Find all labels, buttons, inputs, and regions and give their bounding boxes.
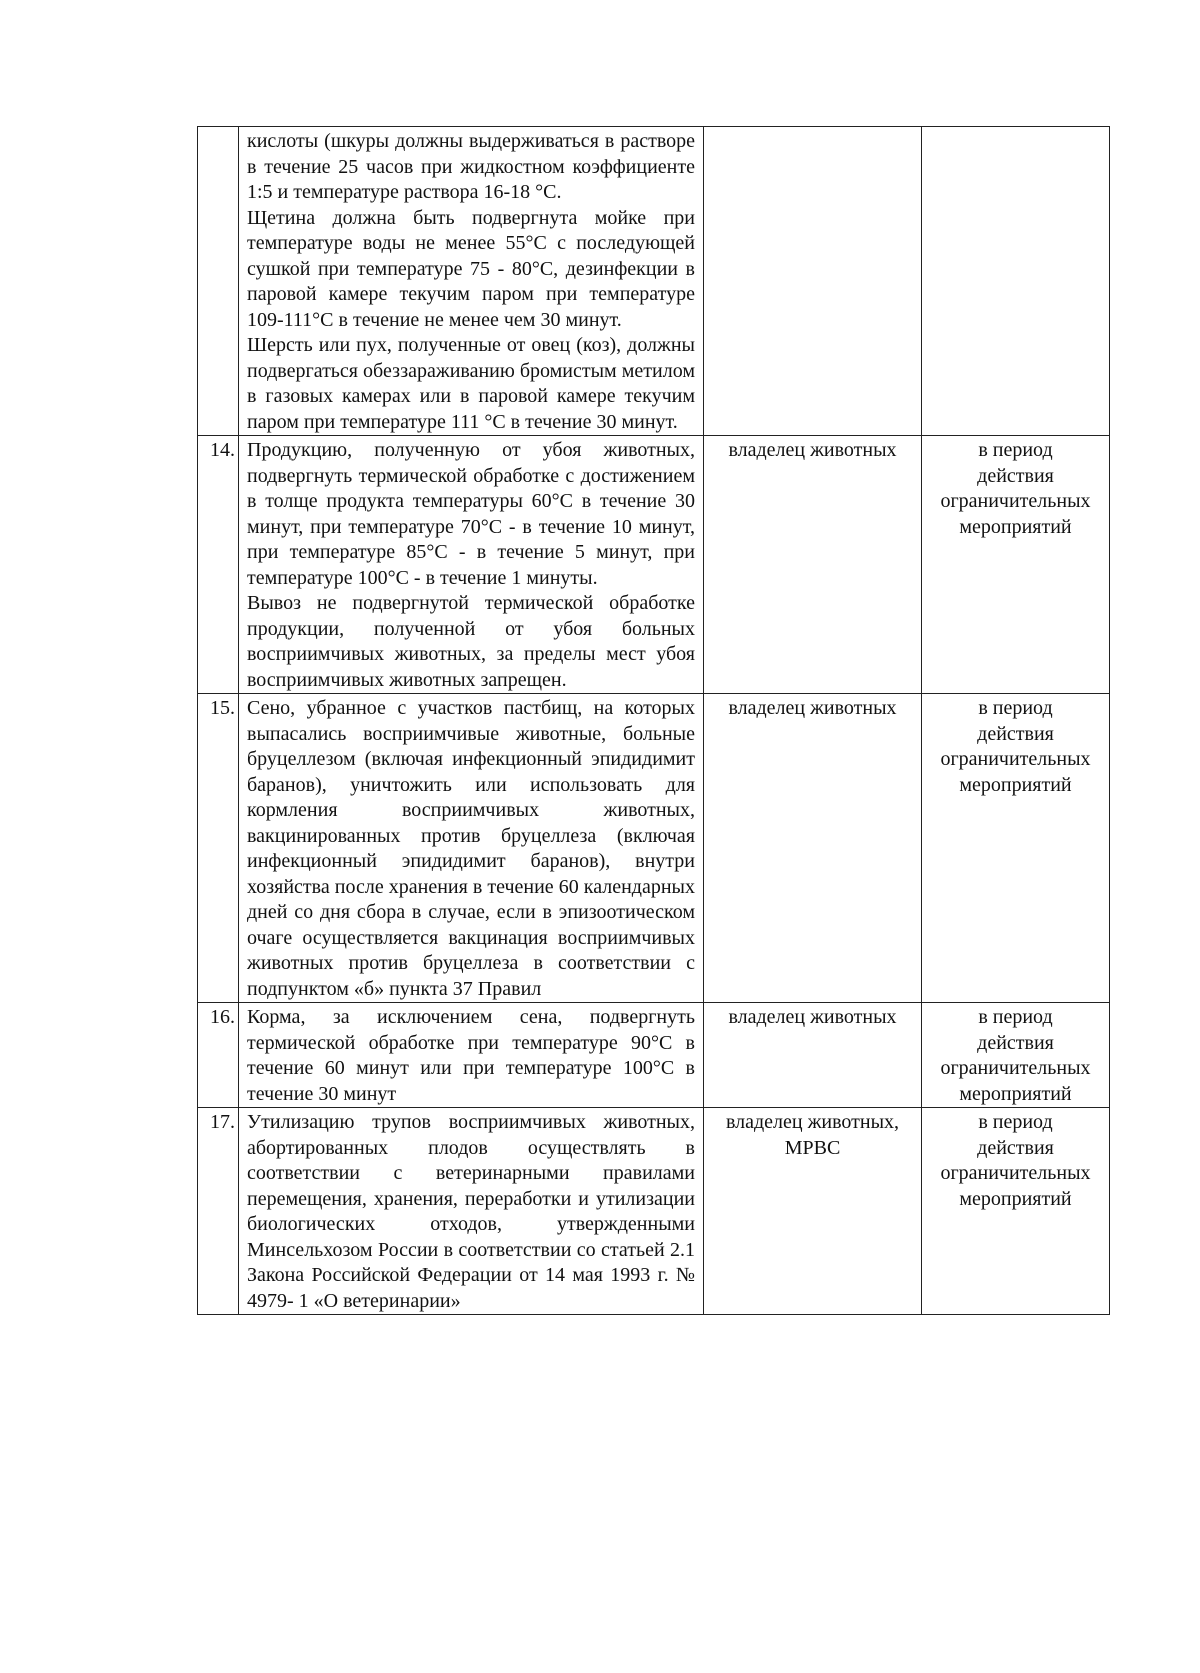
row-number: 16. bbox=[198, 1003, 239, 1108]
measure-paragraph: Продукцию, полученную от убоя животных, подвергнуть термической обработке с достижением в толще продукта температуры 60°С в течение 30 минут, при температуре 70°С - в течение 10 минут, при температуре 85°С - в течение 5 минут, при температуре 100°С - в течение 1 минуты. bbox=[247, 439, 695, 589]
measure-paragraph: Вывоз не подвергнутой термической обработке продукции, полученной от убоя больных восприимчивых животных, за пределы мест убоя восприимчивых животных запрещен. bbox=[247, 592, 695, 691]
measure-paragraph: Шерсть или пух, полученные от овец (коз), должны подвергаться обеззараживанию бромистым метилом в газовых камерах или в паровой камере текучим паром при температуре 111 °С в течение 30 минут. bbox=[247, 334, 695, 433]
table-row bbox=[198, 127, 1110, 436]
deadline-line: ограничительных bbox=[940, 1162, 1091, 1184]
responsible-cell bbox=[704, 1108, 922, 1315]
deadline-line: ограничительных bbox=[940, 1057, 1091, 1079]
deadline-line: действия bbox=[977, 464, 1054, 487]
responsible-cell bbox=[704, 127, 922, 436]
responsible-cell bbox=[704, 436, 922, 694]
measure-paragraph: Корма, за исключением сена, подвергнуть термической обработке при температуре 90°С в течение 60 минут или при температуре 100°С в течение 30 минут bbox=[247, 1006, 695, 1105]
responsible-line: владелец животных, bbox=[725, 1111, 900, 1133]
deadline-line: действия bbox=[977, 1136, 1054, 1159]
measure-text bbox=[239, 1003, 704, 1108]
measure-paragraph: Щетина должна быть подвергнута мойке при температуре воды не менее 55°С с последующей сушкой при температуре 75 - 80°С, дезинфекции в паровой камере текучим паром при температуре 109-111°С в течение не менее чем 30 минут. bbox=[247, 206, 695, 331]
responsible-line: владелец животных bbox=[728, 1006, 897, 1028]
responsible-cell bbox=[704, 694, 922, 1003]
table-row bbox=[198, 436, 1110, 694]
deadline-cell bbox=[922, 1003, 1110, 1108]
table-row bbox=[198, 1003, 1110, 1108]
deadline-line: мероприятий bbox=[959, 1187, 1072, 1210]
deadline-cell bbox=[922, 694, 1110, 1003]
row-number: 15. bbox=[198, 694, 239, 1003]
deadline-cell bbox=[922, 1108, 1110, 1315]
measure-text bbox=[239, 694, 704, 1003]
measure-paragraph: Утилизацию трупов восприимчивых животных, абортированных плодов осуществлять в соответствии с ветеринарными правилами перемещения, хранения, переработки и утилизации биологических отходов, утвержденными Минсельхозом России в соответствии со статьей 2.1 Закона Российской Федерации от 14 мая 1993 г. № 4979- 1 «О ветеринарии» bbox=[247, 1111, 695, 1312]
table-row bbox=[198, 694, 1110, 1003]
deadline-line: в период bbox=[978, 439, 1053, 461]
measure-text bbox=[239, 1108, 704, 1315]
measure-paragraph: Сено, убранное с участков пастбищ, на которых выпасались восприимчивые животные, больные бруцеллезом (включая инфекционный эпидидимит баранов), уничтожить или использовать для кормления восприимчивых животных, вакцинированных против бруцеллеза (включая инфекционный эпидидимит баранов), внутри хозяйства после хранения в течение 60 календарных дней со дня сбора в случае, если в эпизоотическом очаге осуществляется вакцинация восприимчивых животных против бруцеллеза в соответствии с подпунктом «б» пункта 37 Правил bbox=[247, 697, 695, 1000]
deadline-line: в период bbox=[978, 697, 1053, 719]
deadline-cell bbox=[922, 127, 1110, 436]
row-number: 17. bbox=[198, 1108, 239, 1315]
measure-paragraph: кислоты (шкуры должны выдерживаться в растворе в течение 25 часов при жидкостном коэффициенте 1:5 и температуре раствора 16-18 °С. bbox=[247, 130, 695, 203]
deadline-line: действия bbox=[977, 1031, 1054, 1054]
deadline-line: ограничительных bbox=[940, 748, 1091, 770]
deadline-line: мероприятий bbox=[959, 773, 1072, 796]
deadline-line: в период bbox=[978, 1006, 1053, 1028]
table-row bbox=[198, 1108, 1110, 1315]
deadline-line: мероприятий bbox=[959, 1082, 1072, 1105]
measures-table bbox=[197, 126, 1110, 1315]
responsible-line: владелец животных bbox=[728, 439, 897, 461]
deadline-line: ограничительных bbox=[940, 490, 1091, 512]
row-number bbox=[198, 127, 239, 436]
deadline-line: мероприятий bbox=[959, 515, 1072, 538]
responsible-line: МРВС bbox=[784, 1136, 841, 1159]
measure-text bbox=[239, 127, 704, 436]
row-number: 14. bbox=[198, 436, 239, 694]
deadline-line: действия bbox=[977, 722, 1054, 745]
measure-text bbox=[239, 436, 704, 694]
responsible-cell bbox=[704, 1003, 922, 1108]
deadline-cell bbox=[922, 436, 1110, 694]
deadline-line: в период bbox=[978, 1111, 1053, 1133]
responsible-line: владелец животных bbox=[728, 697, 897, 719]
